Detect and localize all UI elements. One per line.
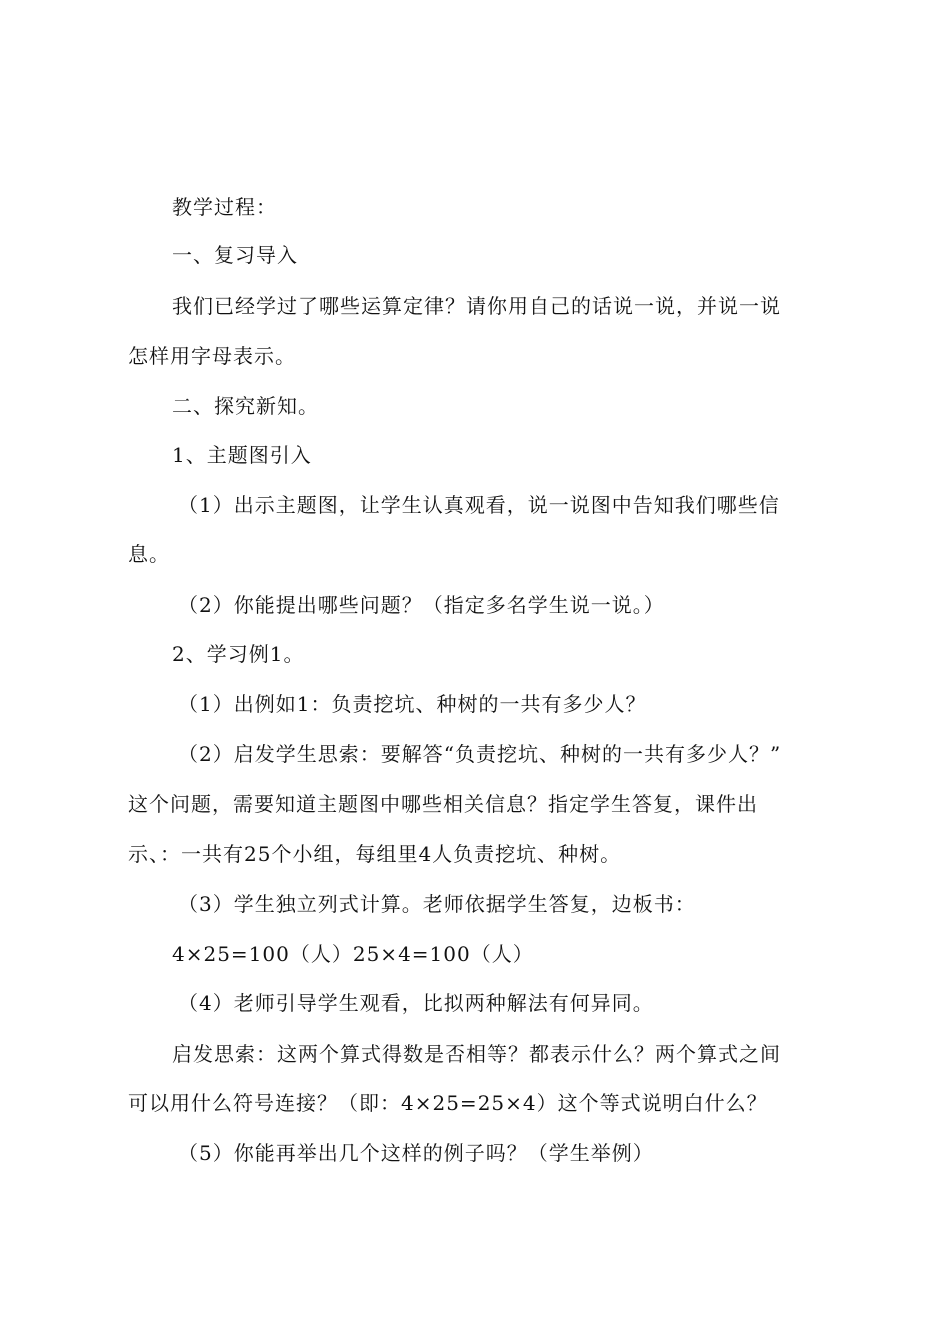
paragraph-think-line-1: （2）启发学生思索：要解答“负责挖坑、种树的一共有多少人？” bbox=[178, 742, 782, 766]
paragraph-think-line-3: 示、：一共有25个小组，每组里4人负责挖坑、种树。 bbox=[128, 842, 622, 866]
paragraph-more-examples: （5）你能再举出几个这样的例子吗？（学生举例） bbox=[178, 1141, 654, 1165]
paragraph-review-line-2: 怎样用字母表示。 bbox=[128, 344, 296, 368]
paragraph-step2: （2）你能提出哪些问题？（指定多名学生说一说。） bbox=[178, 593, 665, 617]
paragraph-example-question: （1）出例如1：负责挖坑、种树的一共有多少人？ bbox=[178, 692, 647, 716]
subheading-example-1: 2、学习例1。 bbox=[172, 642, 305, 666]
paragraph-teaching-process: 教学过程： bbox=[172, 195, 277, 219]
subheading-theme-image: 1、主题图引入 bbox=[172, 443, 312, 467]
paragraph-step1-line-1: （1）出示主题图，让学生认真观看，说一说图中告知我们哪些信 bbox=[178, 493, 780, 517]
paragraph-compare: （4）老师引导学生观看，比拟两种解法有何异同。 bbox=[178, 991, 654, 1015]
equation-line: 4×25=100（人）25×4=100（人） bbox=[172, 942, 534, 966]
heading-review-intro: 一、复习导入 bbox=[172, 243, 298, 267]
paragraph-review-line-1: 我们已经学过了哪些运算定律？请你用自己的话说一说，并说一说 bbox=[172, 294, 781, 318]
paragraph-independent-calc: （3）学生独立列式计算。老师依据学生答复，边板书： bbox=[178, 892, 696, 916]
heading-explore-new: 二、探究新知。 bbox=[172, 394, 319, 418]
paragraph-step1-line-2: 息。 bbox=[128, 542, 170, 566]
paragraph-inspire-line-2: 可以用什么符号连接？（即：4×25=25×4）这个等式说明白什么？ bbox=[128, 1091, 768, 1115]
paragraph-think-line-2: 这个问题，需要知道主题图中哪些相关信息？指定学生答复，课件出 bbox=[128, 792, 758, 816]
paragraph-inspire-line-1: 启发思索：这两个算式得数是否相等？都表示什么？两个算式之间 bbox=[172, 1042, 781, 1066]
